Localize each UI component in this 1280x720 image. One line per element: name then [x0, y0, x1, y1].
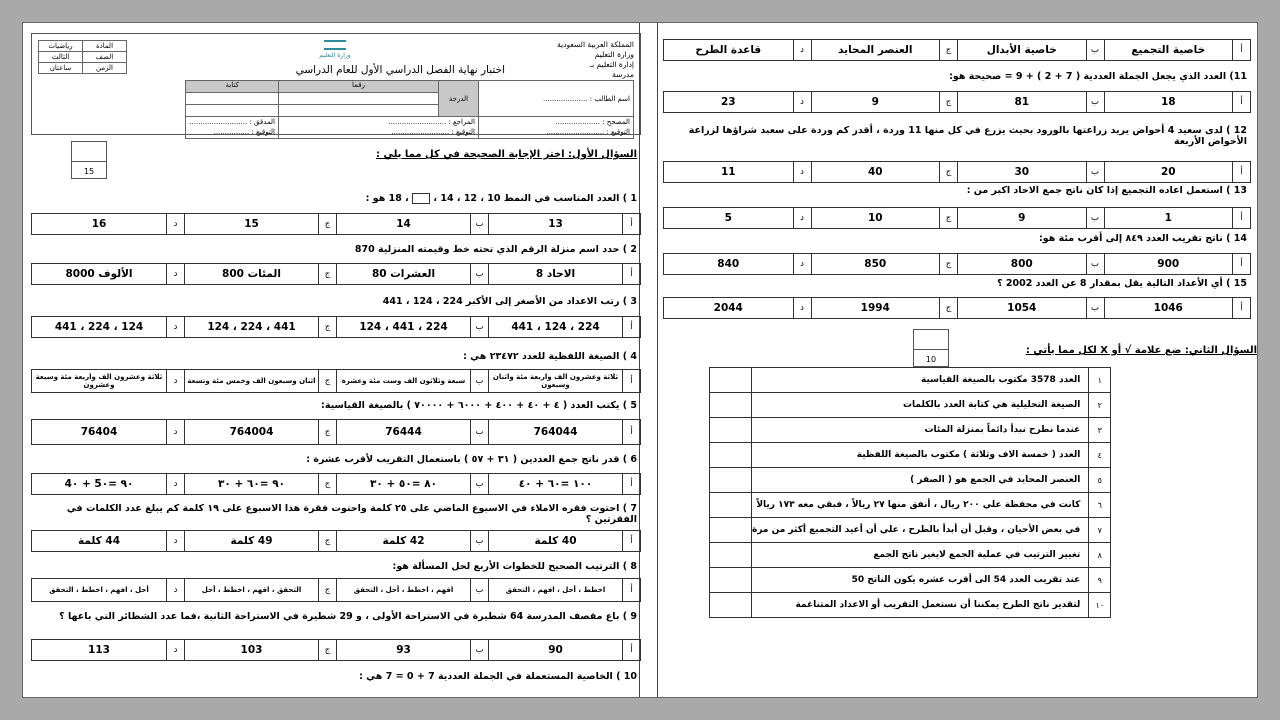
reviewer-cell[interactable] — [279, 117, 479, 139]
option-c[interactable] — [184, 214, 336, 234]
option-c[interactable] — [811, 40, 958, 60]
option-letter: ب — [1086, 298, 1104, 318]
option-b[interactable] — [336, 640, 488, 660]
statement: العنصر المحايد في الجمع هو ( الصفر ) — [752, 468, 1089, 493]
option-value: ١٠٠ =٦٠ + ٤٠ — [488, 474, 622, 494]
statement: العدد 3578 مكتوب بالصيغة القياسية — [752, 368, 1089, 393]
option-value: 1994 — [811, 298, 940, 318]
option-letter: ب — [470, 640, 488, 660]
option-d[interactable] — [32, 370, 184, 392]
option-letter: ب — [1086, 208, 1104, 228]
table-row — [710, 468, 1111, 493]
option-letter: ب — [1086, 254, 1104, 274]
option-letter: ج — [318, 579, 336, 601]
option-letter: د — [793, 40, 811, 60]
option-letter: د — [166, 474, 184, 494]
option-d[interactable] — [32, 317, 184, 337]
section-2-title: السؤال الثاني: ضع علامة √ أو X لكل مما يأتي : — [1025, 345, 1257, 356]
reviewer-field: المراجع : .......................... — [388, 118, 475, 126]
option-d[interactable] — [32, 264, 184, 284]
option-c[interactable] — [184, 579, 336, 601]
option-letter: أ — [622, 531, 640, 551]
option-b[interactable] — [336, 214, 488, 234]
question-3: 3 ) رتب الاعداد من الأصغر إلى الأكبر 224 ، 124 ، 441 — [382, 296, 637, 307]
option-d[interactable] — [32, 579, 184, 601]
option-value: 224 ، 124 ، 441 — [488, 317, 622, 337]
exam-title: اختبار نهاية الفصل الدراسي الأول للعام الدراسي — [295, 64, 505, 76]
options-q11 — [663, 91, 1251, 113]
info-label: الزمن — [83, 63, 127, 74]
option-b[interactable] — [957, 208, 1104, 228]
option-a[interactable] — [1104, 298, 1251, 318]
option-value: 900 — [1104, 254, 1233, 274]
option-c[interactable] — [811, 92, 958, 112]
table-row — [710, 368, 1111, 393]
option-value: خاصية الأبدال — [957, 40, 1086, 60]
options-q6 — [31, 473, 641, 495]
option-letter: ب — [470, 264, 488, 284]
statement: عند تقريب العدد 54 الى أقرب عشره يكون الناتج 50 — [752, 568, 1089, 593]
row-number: ٤ — [1089, 443, 1111, 468]
question-2: 2 ) حدد اسم منزلة الرقم الذي تحته خط وقيمته المنزلية 870 — [354, 244, 637, 255]
option-letter: أ — [622, 474, 640, 494]
grade-digits-cell[interactable] — [279, 93, 439, 105]
option-c[interactable] — [811, 208, 958, 228]
reviewer-sign: التوقيع : .......................... — [391, 128, 475, 136]
option-letter: د — [166, 420, 184, 444]
options-q13 — [663, 207, 1251, 229]
option-letter: أ — [1232, 298, 1250, 318]
page-left — [31, 33, 641, 689]
option-a[interactable] — [1104, 208, 1251, 228]
question-1 — [31, 193, 637, 204]
option-d[interactable] — [32, 420, 184, 444]
option-value: 10 — [811, 208, 940, 228]
option-letter: أ — [1232, 162, 1250, 182]
option-c[interactable] — [184, 640, 336, 660]
option-letter: ب — [470, 474, 488, 494]
option-value: الاحاد 8 — [488, 264, 622, 284]
option-letter: د — [793, 254, 811, 274]
options-q4 — [31, 369, 641, 393]
option-d[interactable] — [32, 640, 184, 660]
option-a[interactable] — [1104, 92, 1251, 112]
option-letter: أ — [1232, 92, 1250, 112]
option-value: 81 — [957, 92, 1086, 112]
option-value: 14 — [336, 214, 470, 234]
option-letter: ب — [1086, 40, 1104, 60]
option-value: ثلاثة وعشرون الف واربعة مئة واثنان وسبعون — [488, 370, 622, 392]
spacer-cell — [279, 105, 439, 117]
option-letter: أ — [1232, 208, 1250, 228]
option-d[interactable] — [664, 254, 811, 274]
options-q1 — [31, 213, 641, 235]
option-letter: د — [166, 579, 184, 601]
question-5: 5 ) يكتب العدد ( ٤ + ٤٠ + ٤٠٠ + ٦٠٠٠ + ٧٠٠٠٠ ) بالصيغة القياسية: — [321, 400, 637, 411]
option-value: 2044 — [713, 302, 743, 314]
info-value: ساعتان — [39, 63, 83, 74]
option-b[interactable] — [336, 579, 488, 601]
table-row — [710, 393, 1111, 418]
option-b[interactable] — [336, 420, 488, 444]
row-number: ١ — [1089, 368, 1111, 393]
option-value: أحل ، افهم ، اخطط ، التحقق — [49, 586, 149, 594]
checker-cell[interactable] — [186, 117, 279, 139]
page-right — [663, 33, 1257, 689]
answer-cell[interactable] — [710, 393, 752, 418]
option-a[interactable] — [488, 370, 640, 392]
answer-cell[interactable] — [710, 568, 752, 593]
option-a[interactable] — [488, 214, 640, 234]
option-value: سبعة وثلاثون الف وست مئة وعشرة — [336, 370, 470, 392]
statement: الصيغة التحليلية هي كتابة العدد بالكلمات — [752, 393, 1089, 418]
option-letter: د — [166, 370, 184, 392]
option-a[interactable] — [488, 317, 640, 337]
option-d[interactable] — [32, 474, 184, 494]
option-value: 800 — [957, 254, 1086, 274]
section-1-score-box — [71, 141, 107, 179]
answer-cell[interactable] — [710, 468, 752, 493]
option-value: قاعدة الطرح — [695, 44, 762, 56]
exam-info-table — [38, 40, 127, 74]
option-value: 840 — [717, 258, 740, 270]
info-label: المادة — [83, 41, 127, 52]
option-letter: د — [166, 317, 184, 337]
exam-sheet — [22, 22, 1258, 698]
true-false-table — [709, 367, 1111, 618]
option-value: ٩٠ =٦٠ + ٣٠ — [184, 474, 318, 494]
option-value: 764004 — [184, 420, 318, 444]
option-a[interactable] — [488, 640, 640, 660]
option-value: 224 ، 441 ، 124 — [336, 317, 470, 337]
option-value: 9 — [811, 92, 940, 112]
option-value: 76404 — [80, 426, 118, 438]
option-b[interactable] — [957, 254, 1104, 274]
option-d[interactable] — [664, 92, 811, 112]
option-letter: ج — [318, 214, 336, 234]
question-13: 13 ) استعمل اعاده التجميع إذا كان ناتج جمع الاحاد اكبر من : — [966, 185, 1247, 196]
option-b[interactable] — [336, 317, 488, 337]
logo-icon — [324, 40, 346, 50]
option-letter: أ — [1232, 254, 1250, 274]
option-a[interactable] — [488, 420, 640, 444]
option-letter: د — [793, 92, 811, 112]
table-row — [710, 568, 1111, 593]
option-letter: أ — [622, 264, 640, 284]
option-value: 764044 — [488, 420, 622, 444]
option-value: 76444 — [336, 420, 470, 444]
option-letter: د — [793, 298, 811, 318]
option-b[interactable] — [957, 40, 1104, 60]
option-c[interactable] — [184, 420, 336, 444]
option-value: 18 — [1104, 92, 1233, 112]
question-15: 15 ) أي الأعداد التالية يقل بمقدار 8 عن العدد 2002 ؟ — [997, 278, 1247, 289]
statement: العدد ( خمسة الاف وثلاثة ) مكتوب بالصيغة اللفظية — [752, 443, 1089, 468]
option-a[interactable] — [488, 474, 640, 494]
question-text: ، 18 هو : — [365, 193, 409, 204]
checker-field: المدقق : .......................... — [189, 118, 275, 126]
statement: كانت في محفظة علي ٢٠٠ ريال ، أنفق منها ٢٧ ريالاً ، فبقي معه ١٧٣ ريالاً — [752, 493, 1089, 518]
option-value: العنصر المحايد — [811, 40, 940, 60]
option-a[interactable] — [488, 579, 640, 601]
option-c[interactable] — [184, 370, 336, 392]
corrector-sign: التوقيع : .......................... — [546, 128, 630, 136]
question-text: 1 ) العدد المناسب في النمط 10 ، 12 ، 14 ، — [433, 193, 637, 204]
option-c[interactable] — [184, 531, 336, 551]
table-row — [710, 493, 1111, 518]
answer-cell[interactable] — [710, 593, 752, 618]
option-value: المئات 800 — [184, 264, 318, 284]
answer-cell[interactable] — [710, 418, 752, 443]
table-row — [710, 518, 1111, 543]
option-a[interactable] — [1104, 254, 1251, 274]
option-d[interactable] — [664, 208, 811, 228]
grade-label: الدرجة — [439, 81, 479, 117]
option-b[interactable] — [957, 162, 1104, 182]
option-value: 44 كلمة — [77, 535, 121, 547]
option-b[interactable] — [957, 92, 1104, 112]
option-a[interactable] — [1104, 162, 1251, 182]
option-b[interactable] — [336, 474, 488, 494]
statement: في بعض الأحيان ، وقبل أن أبدأ بالطرح ، علي أن أعيد التجميع أكثر من مرة — [752, 518, 1089, 543]
option-letter: أ — [1232, 40, 1250, 60]
option-d[interactable] — [664, 40, 811, 60]
answer-cell[interactable] — [710, 443, 752, 468]
option-value: 1054 — [957, 298, 1086, 318]
option-c[interactable] — [184, 317, 336, 337]
option-letter: ج — [318, 264, 336, 284]
option-c[interactable] — [811, 298, 958, 318]
option-value: 124 ، 224 ، 441 — [54, 321, 144, 333]
option-letter: ج — [939, 92, 957, 112]
corrector-cell[interactable] — [479, 117, 634, 139]
option-value: ثلاثة وعشرون الف واربعة مئة وسبعة وعشرون — [35, 373, 163, 389]
signature-table — [185, 80, 634, 139]
option-letter: ب — [1086, 92, 1104, 112]
question-14: 14 ) ناتج تقريب العدد ٨٤٩ إلى أقرب مئة هو: — [1038, 233, 1247, 244]
options-q8 — [31, 578, 641, 602]
option-letter: د — [166, 640, 184, 660]
question-6: 6 ) قدر ناتج جمع العددين ( ٣١ + ٥٧ ) باستعمال التقريب لأقرب عشرة : — [306, 454, 637, 465]
options-q12 — [663, 161, 1251, 183]
option-value: 20 — [1104, 162, 1233, 182]
option-value: 90 — [488, 640, 622, 660]
option-b[interactable] — [336, 370, 488, 392]
option-letter: ج — [318, 420, 336, 444]
header-line: وزارة التعليم — [594, 50, 634, 59]
option-value: العشرات 80 — [336, 264, 470, 284]
option-value: افهم ، اخطط ، أحل ، التحقق — [336, 579, 470, 601]
option-letter: د — [793, 162, 811, 182]
option-letter: د — [166, 214, 184, 234]
answer-cell[interactable] — [710, 543, 752, 568]
option-value: 16 — [91, 218, 107, 230]
option-d[interactable] — [664, 298, 811, 318]
option-letter: ج — [939, 40, 957, 60]
option-letter: ب — [470, 531, 488, 551]
option-letter: أ — [622, 640, 640, 660]
option-letter: أ — [622, 579, 640, 601]
header-line: المملكة العربية السعودية — [557, 40, 634, 49]
row-number: ٨ — [1089, 543, 1111, 568]
row-number: ٣ — [1089, 418, 1111, 443]
ministry-logo — [310, 40, 360, 58]
option-letter: ب — [470, 579, 488, 601]
option-a[interactable] — [1104, 40, 1251, 60]
spacer-cell — [186, 105, 279, 117]
ministry-lines — [514, 40, 634, 80]
question-11: 11) العدد الذي يجعل الجملة العددية ( 7 + 2 ) + 9 = صحيحة هو: — [949, 71, 1247, 82]
row-number: ١٠ — [1089, 593, 1111, 618]
section-2-score-box — [913, 329, 949, 367]
option-b[interactable] — [336, 264, 488, 284]
row-number: ٧ — [1089, 518, 1111, 543]
option-value: 23 — [720, 96, 736, 108]
option-value: 42 كلمة — [336, 531, 470, 551]
option-value: 9 — [957, 208, 1086, 228]
option-letter: ج — [939, 162, 957, 182]
question-8: 8 ) الترتيب الصحيح للخطوات الأربع لحل المسألة هو: — [392, 561, 637, 572]
table-row — [710, 543, 1111, 568]
info-value: الثالث — [39, 52, 83, 63]
page-divider-2 — [657, 23, 658, 697]
option-letter: أ — [622, 370, 640, 392]
option-letter: ج — [318, 370, 336, 392]
options-q5 — [31, 419, 641, 445]
option-letter: د — [793, 208, 811, 228]
option-letter: ب — [1086, 162, 1104, 182]
option-b[interactable] — [336, 531, 488, 551]
answer-cell[interactable] — [710, 493, 752, 518]
question-7: 7 ) احتوت فقره الاملاء في الاسبوع الماضي على ٢٥ كلمة واحتوت فقرة هذا الاسبوع على ١٩ كلمة كم يبلغ عدد الكلمات في الفقرتين ؟ — [66, 503, 637, 525]
option-d[interactable] — [32, 214, 184, 234]
student-name-field[interactable]: اسم الطالب : .................... — [479, 81, 634, 117]
row-number: ٩ — [1089, 568, 1111, 593]
option-value: 103 — [184, 640, 318, 660]
header-line: إدارة التعليم بـ — [589, 60, 634, 69]
options-q15 — [663, 297, 1251, 319]
exam-header — [31, 33, 641, 135]
option-d[interactable] — [32, 531, 184, 551]
options-q7 — [31, 530, 641, 552]
option-letter: د — [166, 531, 184, 551]
question-12: 12 ) لدى سعيد 4 أحواض يريد زراعتها بالورود بحيث يزرع في كل منها 11 وردة ، أقدر كم وردة على سعيد شراؤها لزراعة الأحواض الأربعة — [688, 125, 1247, 147]
question-4: 4 ) الصيغة اللفظية للعدد ٢٣٤٧٢ هي : — [463, 351, 637, 362]
option-value: 30 — [957, 162, 1086, 182]
options-q2 — [31, 263, 641, 285]
option-value: 93 — [336, 640, 470, 660]
options-q10 — [663, 39, 1251, 61]
corrector-field: المصحح : .................... — [555, 118, 630, 126]
option-value: اثنان وسبعون الف وخمس مئة وتسعة — [184, 370, 318, 392]
answer-cell[interactable] — [710, 518, 752, 543]
blank-box[interactable] — [412, 193, 430, 204]
option-value: 13 — [488, 214, 622, 234]
option-letter: أ — [622, 214, 640, 234]
options-q14 — [663, 253, 1251, 275]
row-number: ٥ — [1089, 468, 1111, 493]
table-row — [710, 418, 1111, 443]
option-a[interactable] — [488, 531, 640, 551]
question-10: 10 ) الخاصية المستعملة في الجملة العددية 7 + 0 = 7 هي : — [359, 671, 637, 682]
option-value: ٩٠ =5٠ + 4٠ — [64, 478, 134, 490]
option-value: 441 ، 224 ، 124 — [184, 317, 318, 337]
option-letter: ج — [939, 298, 957, 318]
option-value: 40 كلمة — [488, 531, 622, 551]
grade-digits-label: رقما — [279, 81, 439, 93]
section-2-score: 10 — [925, 355, 937, 364]
logo-text: وزارة التعليم — [319, 52, 351, 59]
option-value: 49 كلمة — [184, 531, 318, 551]
option-letter: ج — [318, 531, 336, 551]
option-value: خاصية التجميع — [1104, 40, 1233, 60]
header-line: مدرسة — [612, 70, 634, 79]
question-9: 9 ) باع مقصف المدرسة 64 شطيرة في الاستراحة الأولى ، و 29 شطيرة في الاستراحة الثانية ،فما عدد الشطائر التي باعها ؟ — [59, 611, 637, 622]
section-1-title: السؤال الأول: اختر الإجابة الصحيحة في كل مما يلي : — [375, 149, 637, 160]
option-letter: ب — [470, 214, 488, 234]
statement: تغيير الترتيب في عملية الجمع لايغير ناتج الجمع — [752, 543, 1089, 568]
checker-sign: التوقيع : ................ — [213, 128, 275, 136]
info-label: الصف — [83, 52, 127, 63]
options-q9 — [31, 639, 641, 661]
option-letter: ج — [318, 474, 336, 494]
option-value: 113 — [88, 644, 110, 656]
option-letter: ج — [318, 640, 336, 660]
option-c[interactable] — [184, 474, 336, 494]
option-letter: أ — [622, 420, 640, 444]
option-letter: ب — [470, 370, 488, 392]
table-row — [710, 443, 1111, 468]
statement: لتقدير ناتج الطرح يمكننا أن نستعمل التقريب أو الاعداد المتناغمة — [752, 593, 1089, 618]
option-letter: أ — [622, 317, 640, 337]
options-q3 — [31, 316, 641, 338]
option-value: اخطط ، أحل ، افهم ، التحقق — [488, 579, 622, 601]
option-c[interactable] — [811, 162, 958, 182]
section-1-score: 15 — [83, 167, 95, 176]
option-letter: د — [166, 264, 184, 284]
option-c[interactable] — [184, 264, 336, 284]
option-letter: ج — [939, 208, 957, 228]
info-value: رياضيات — [39, 41, 83, 52]
option-value: 15 — [184, 214, 318, 234]
option-value: 5 — [724, 212, 732, 224]
option-letter: ب — [470, 420, 488, 444]
option-value: 1046 — [1104, 298, 1233, 318]
option-value: 1 — [1104, 208, 1233, 228]
option-value: 40 — [811, 162, 940, 182]
option-value: الألوف 8000 — [65, 268, 133, 280]
row-number: ٢ — [1089, 393, 1111, 418]
statement: عندما نطرح نبدأ دائماً بمنزلة المئات — [752, 418, 1089, 443]
grade-words-cell[interactable] — [186, 93, 279, 105]
option-letter: ج — [318, 317, 336, 337]
table-row — [710, 593, 1111, 618]
option-value: ٨٠ =٥٠ + ٣٠ — [336, 474, 470, 494]
option-value: 11 — [720, 166, 736, 178]
option-c[interactable] — [811, 254, 958, 274]
option-a[interactable] — [488, 264, 640, 284]
grade-words-label: كتابة — [186, 81, 279, 93]
option-d[interactable] — [664, 162, 811, 182]
answer-cell[interactable] — [710, 368, 752, 393]
option-letter: ج — [939, 254, 957, 274]
option-letter: ب — [470, 317, 488, 337]
row-number: ٦ — [1089, 493, 1111, 518]
option-value: 850 — [811, 254, 940, 274]
option-b[interactable] — [957, 298, 1104, 318]
option-value: التحقق ، افهم ، اخطط ، أحل — [184, 579, 318, 601]
